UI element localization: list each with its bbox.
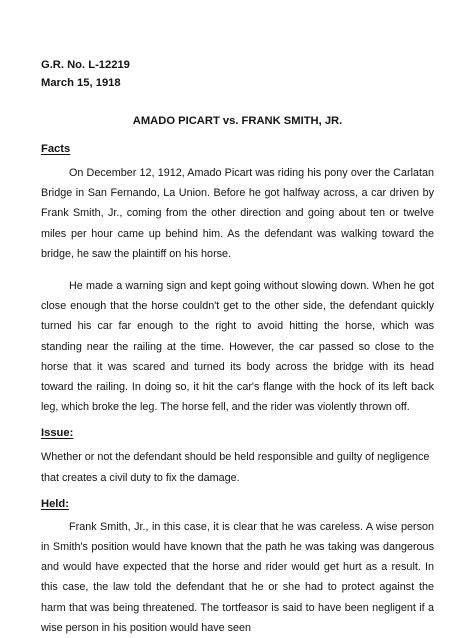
issue-paragraph: Whether or not the defendant should be held responsible and guilty of negligence that creates a civil duty to fix the damage. [41,451,430,484]
held-heading: Held: [41,497,69,510]
facts-paragraph-2: He made a warning sign and kept going without slowing down. When he got close enough that the horse couldn't get to the other side, the defendant quickly turned his car far enough to the right to avoid hitting the horse, which was standing near the railing at the time. However, the car passed so close to the horse that it was scared and turned its body across the bridge with its head toward the railing. In doing so, it hit the car's flange with the hock of its left back leg, which broke the leg. The horse fell, and the rider was violently thrown off. [41,280,434,414]
gr-number: G.R. No. L-12219 [41,59,130,71]
held-paragraph: Frank Smith, Jr., in this case, it is clear that he was careless. A wise person in Smith's position would have known that the path he was taking was dangerous and would have expected that the horse and rider would get hurt as a result. In this case, the law told the defendant that he or she had to protect against the harm that was being threatened. The tortfeasor is said to have been negligent if a wise person in his position would have seen [41,520,434,634]
case-title: AMADO PICART vs. FRANK SMITH, JR. [132,115,343,127]
decision-date: March 15, 1918 [41,77,121,89]
facts-paragraph-1: On December 12, 1912, Amado Picart was riding his pony over the Carlatan Bridge in San Fernando, La Union. Before he got halfway across, a car driven by Frank Smith, Jr., coming from the other direction and going about ten or twelve miles per hour came up behind him. As the defendant was walking toward the bridge, he saw the plaintiff on his horse. [41,167,434,260]
facts-heading: Facts [41,143,71,155]
issue-heading: Issue: [41,427,74,440]
